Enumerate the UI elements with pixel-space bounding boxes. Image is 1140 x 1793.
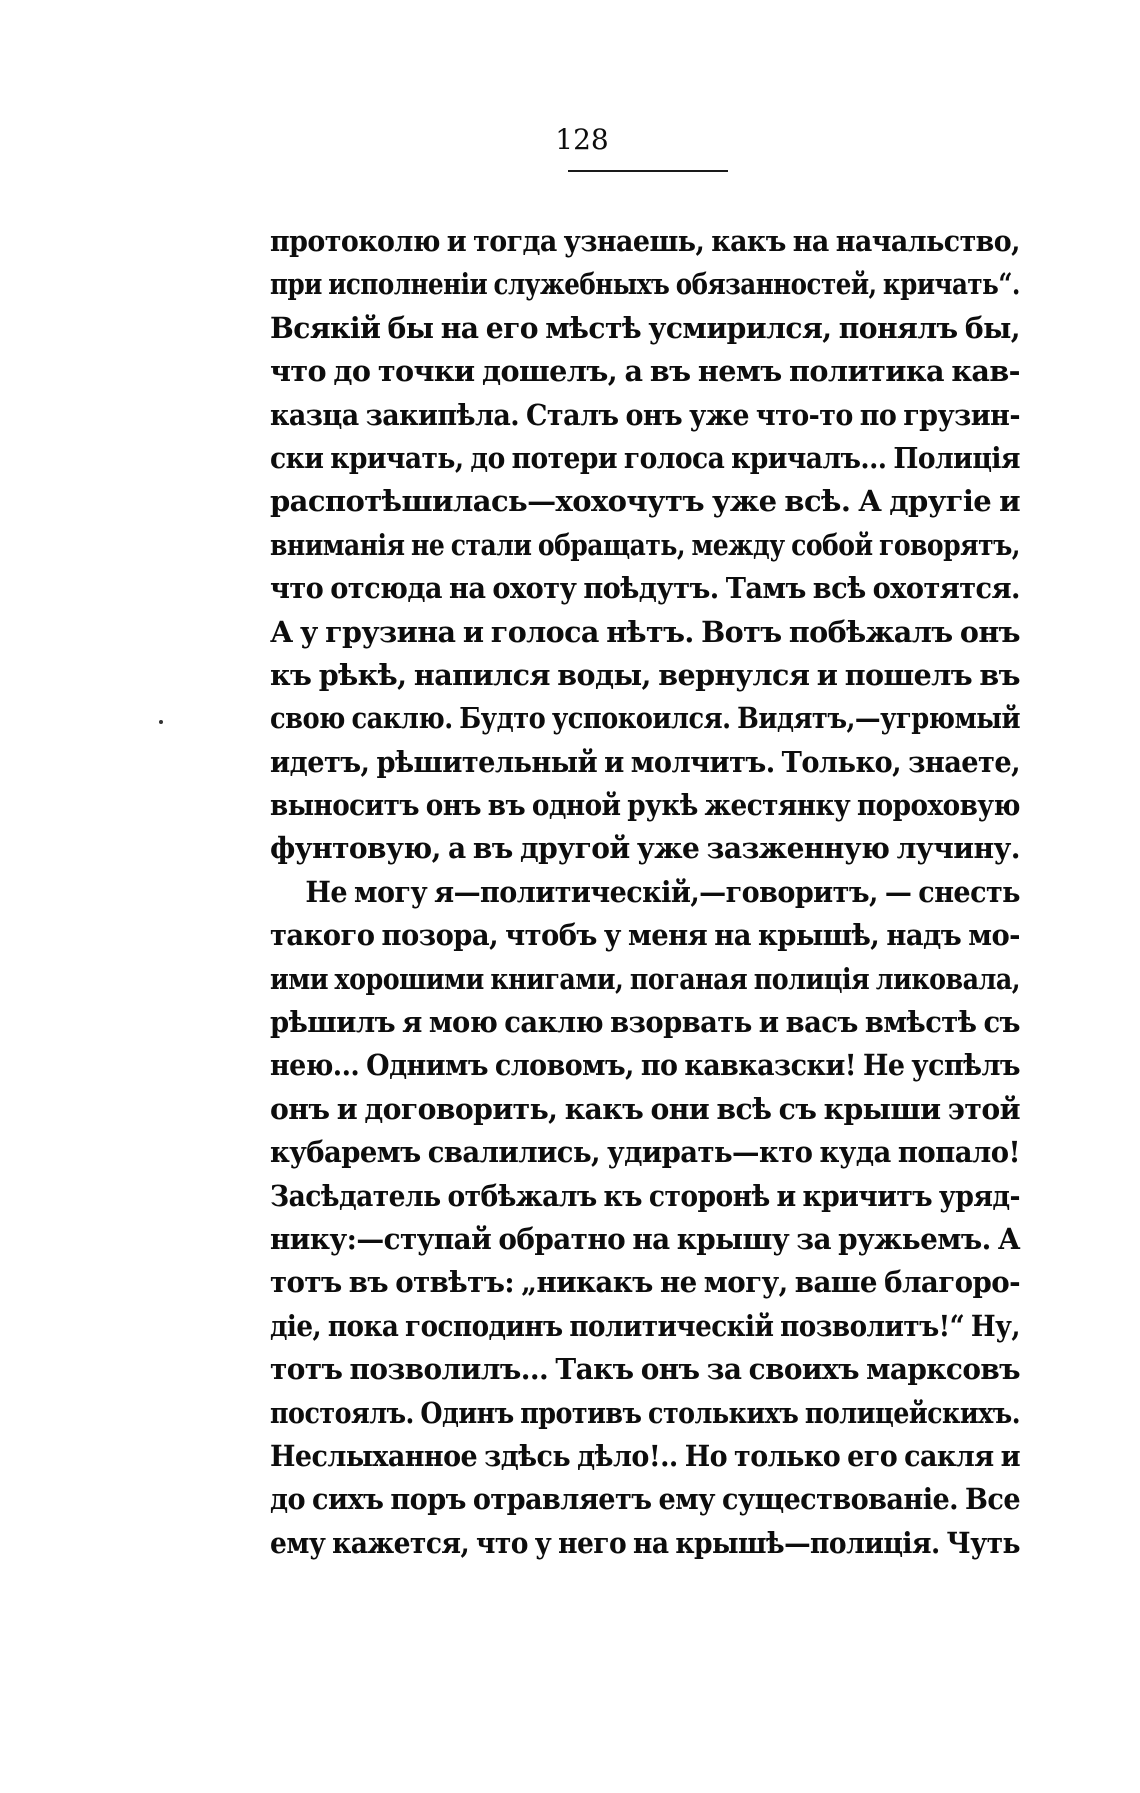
- text-line: ему кажется, что у него на крышѣ—полиція. Чуть: [270, 1525, 1020, 1560]
- text-line: ими хорошими книгами, поганая полиція ликовала,: [270, 961, 1021, 996]
- text-line: что до точки дошелъ, а въ немъ политика кав-: [270, 354, 1020, 389]
- margin-speck: [159, 720, 163, 724]
- page-number: 128: [555, 123, 609, 156]
- text-line: А у грузина и голоса нѣтъ. Вотъ побѣжалъ онъ: [270, 614, 1020, 649]
- text-line: постоялъ. Одинъ противъ столькихъ полицейскихъ.: [270, 1395, 1021, 1430]
- text-line: казца закипѣла. Сталъ онъ уже что-то по грузин-: [270, 397, 1020, 432]
- header-rule: [568, 170, 728, 172]
- text-line: тотъ въ отвѣтъ: „никакъ не могу, ваше благоро-: [270, 1265, 1020, 1300]
- text-line: Засѣдатель отбѣжалъ къ сторонѣ и кричитъ уряд-: [270, 1178, 1021, 1213]
- text-line: онъ и договорить, какъ они всѣ съ крыши этой: [270, 1091, 1020, 1126]
- text-line: распотѣшилась—хохочутъ уже всѣ. А другіе и: [270, 484, 1020, 519]
- text-line: что отсюда на охоту поѣдутъ. Тамъ всѣ охотятся.: [270, 571, 1020, 606]
- text-line: протоколю и тогда узнаешь, какъ на начальство,: [270, 224, 1020, 258]
- text-line: свою саклю. Будто успокоился. Видятъ,—угрюмый: [270, 701, 1021, 736]
- text-line: вниманія не стали обращать, между собой говорятъ,: [270, 527, 1021, 562]
- text-line: тотъ позволилъ... Такъ онъ за своихъ марксовъ: [270, 1352, 1021, 1387]
- text-line: нику:—ступай обратно на крышу за ружьемъ. А: [270, 1221, 1020, 1256]
- text-line: идетъ, рѣшительный и молчитъ. Только, знаете,: [270, 744, 1021, 779]
- text-line: до сихъ поръ отравляетъ ему существованіе. Все: [270, 1482, 1021, 1517]
- text-line: къ рѣкѣ, напился воды, вернулся и пошелъ въ: [270, 657, 1021, 692]
- paragraph-end-line: фунтовую, а въ другой уже зазженную лучину.: [270, 831, 1020, 866]
- text-line: рѣшилъ я мою саклю взорвать и васъ вмѣстѣ съ: [270, 1005, 1020, 1040]
- text-line: выноситъ онъ въ одной рукѣ жестянку пороховую: [270, 788, 1020, 823]
- body-text: [270, 220, 1020, 1565]
- text-line: діе, пока господинъ политическій позволитъ!“ Ну,: [270, 1308, 1020, 1343]
- text-line: Неслыханное здѣсь дѣло!.. Но только его сакля и: [270, 1438, 1021, 1473]
- text-line: нею... Однимъ словомъ, по кавказски! Не успѣлъ: [270, 1048, 1021, 1083]
- text-line: такого позора, чтобъ у меня на крышѣ, надъ мо-: [270, 918, 1020, 953]
- text-line: при исполненіи служебныхъ обязанностей, кричать“.: [270, 267, 1020, 302]
- text-line: ски кричать, до потери голоса кричалъ... Полиція: [270, 440, 1020, 475]
- text-line: Всякій бы на его мѣстѣ усмирился, понялъ бы,: [270, 310, 1021, 345]
- text-line: кубаремъ свалились, удирать—кто куда попало!: [270, 1135, 1020, 1170]
- paragraph-first-line: Не могу я—политическій,—говоритъ, — снесть: [305, 874, 1020, 909]
